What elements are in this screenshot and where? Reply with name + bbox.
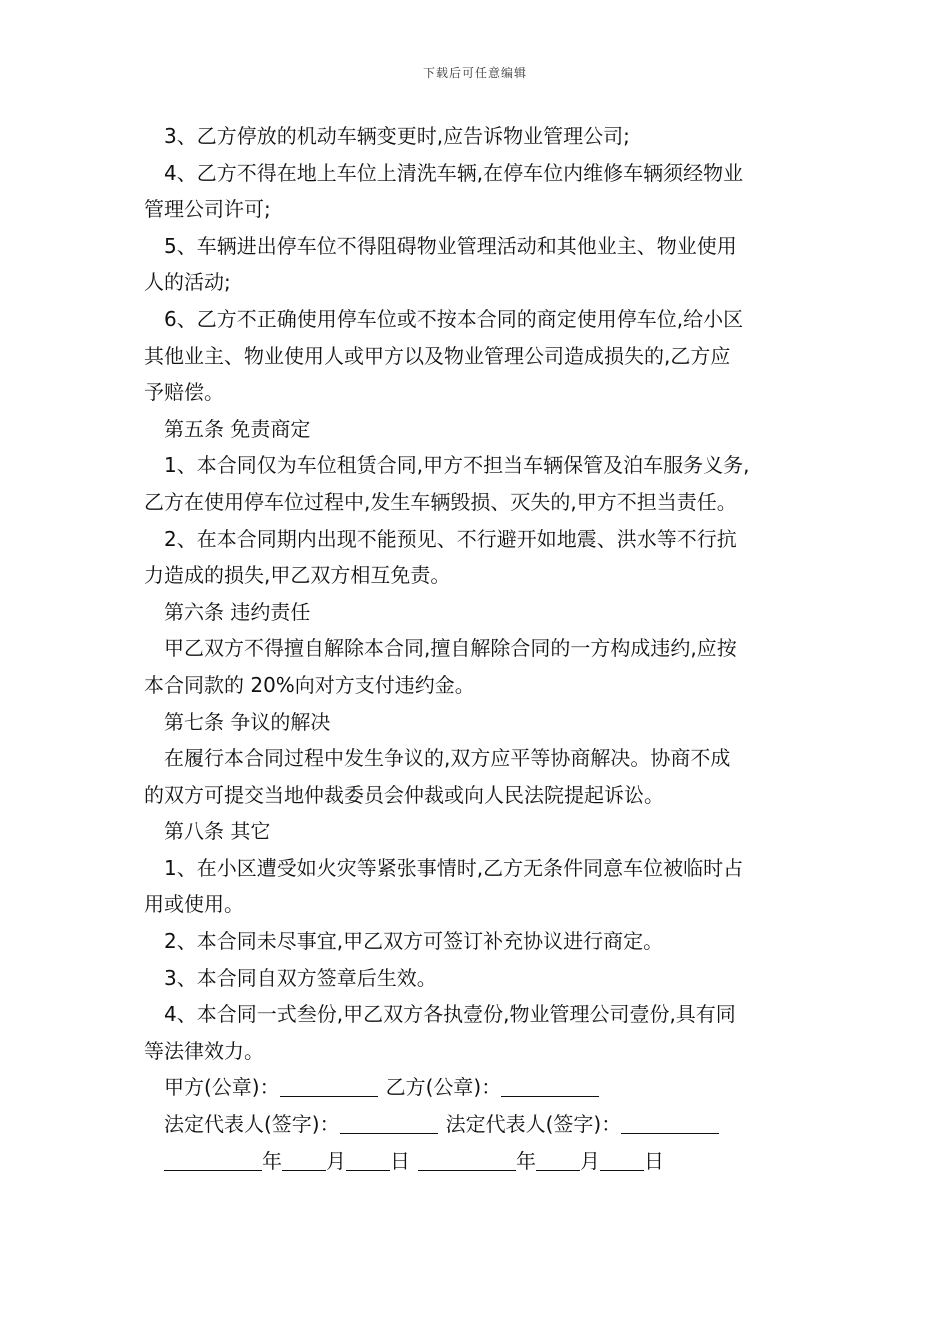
date-a-year: 年 [262,1148,282,1173]
text-line: 1、本合同仅为车位租赁合同,甲方不担当车辆保管及泊车服务义务, [164,453,750,478]
text-line: 予赔偿。 [144,380,224,405]
text-line: 的双方可提交当地仲裁委员会仲裁或向人民法院提起诉讼。 [144,782,664,807]
text-line: 在履行本合同过程中发生争议的,双方应平等协商解决。协商不成 [164,746,731,771]
rep-a-blank [340,1111,438,1134]
document-body [144,118,814,1179]
text-line: 6、乙方不正确使用停车位或不按本合同的商定使用停车位,给小区 [164,306,744,331]
date-b-day-blank [600,1148,644,1171]
date-b-year: 年 [516,1148,536,1173]
text-line: 乙方在使用停车位过程中,发生车辆毁损、灭失的,甲方不担当责任。 [144,489,737,514]
party-b-seal-blank [501,1074,599,1097]
text-line: 1、在小区遭受如火灾等紧张事情时,乙方无条件同意车位被临时占 [164,855,744,880]
text-line: 力造成的损失,甲乙双方相互免责。 [144,563,451,588]
date-b-month-blank [536,1148,580,1171]
party-b-seal-label: 乙方(公章)： [385,1075,502,1100]
rep-b-blank [621,1111,719,1134]
seal-line [144,1069,814,1106]
date-b-day: 日 [644,1148,664,1173]
date-b-month: 月 [580,1148,600,1173]
rep-b-label: 法定代表人(签字)： [445,1112,622,1137]
text-line: 4、本合同一式叁份,甲乙双方各执壹份,物业管理公司壹份,具有同 [164,1002,736,1027]
date-a-month: 月 [326,1148,346,1173]
text-line: 2、本合同未尽事宜,甲乙双方可签订补充协议进行商定。 [164,929,664,954]
rep-a-label: 法定代表人(签字)： [164,1112,340,1137]
date-line [144,1143,814,1180]
text-line: 等法律效力。 [144,1038,264,1063]
party-a-seal-label: 甲方(公章)： [164,1075,280,1100]
date-a-year-blank [164,1148,262,1171]
text-line: 4、乙方不得在地上车位上清洗车辆,在停车位内维修车辆须经物业 [164,160,744,185]
text-line: 甲乙双方不得擅自解除本合同,擅自解除合同的一方构成违约,应按 [164,636,737,661]
text-line: 2、在本合同期内出现不能预见、不行避开如地震、洪水等不行抗 [164,526,737,551]
text-line: 5、车辆进出停车位不得阻碍物业管理活动和其他业主、物业使用 [164,233,737,258]
text-line: 管理公司许可; [144,197,271,222]
text-line: 用或使用。 [144,892,244,917]
date-a-day-blank [346,1148,390,1171]
date-a-month-blank [282,1148,326,1171]
representative-line [144,1106,814,1143]
text-line: 其他业主、物业使用人或甲方以及物业管理公司造成损失的,乙方应 [144,343,731,368]
clause-lines [144,118,814,1069]
text-line: 第八条 其它 [164,819,271,844]
text-line: 第五条 免责商定 [164,416,311,441]
party-a-seal-blank [280,1074,378,1097]
page-header: 下载后可任意编辑 [422,66,527,80]
text-line: 本合同款的 20%向对方支付违约金。 [144,672,475,697]
text-line: 第六条 违约责任 [164,599,311,624]
date-a-day: 日 [390,1148,410,1173]
text-line: 3、乙方停放的机动车辆变更时,应告诉物业管理公司; [164,124,630,148]
text-line: 人的活动; [144,270,231,295]
date-b-year-blank [418,1148,516,1171]
text-line: 第七条 争议的解决 [164,709,331,734]
text-line: 3、本合同自双方签章后生效。 [164,965,437,990]
